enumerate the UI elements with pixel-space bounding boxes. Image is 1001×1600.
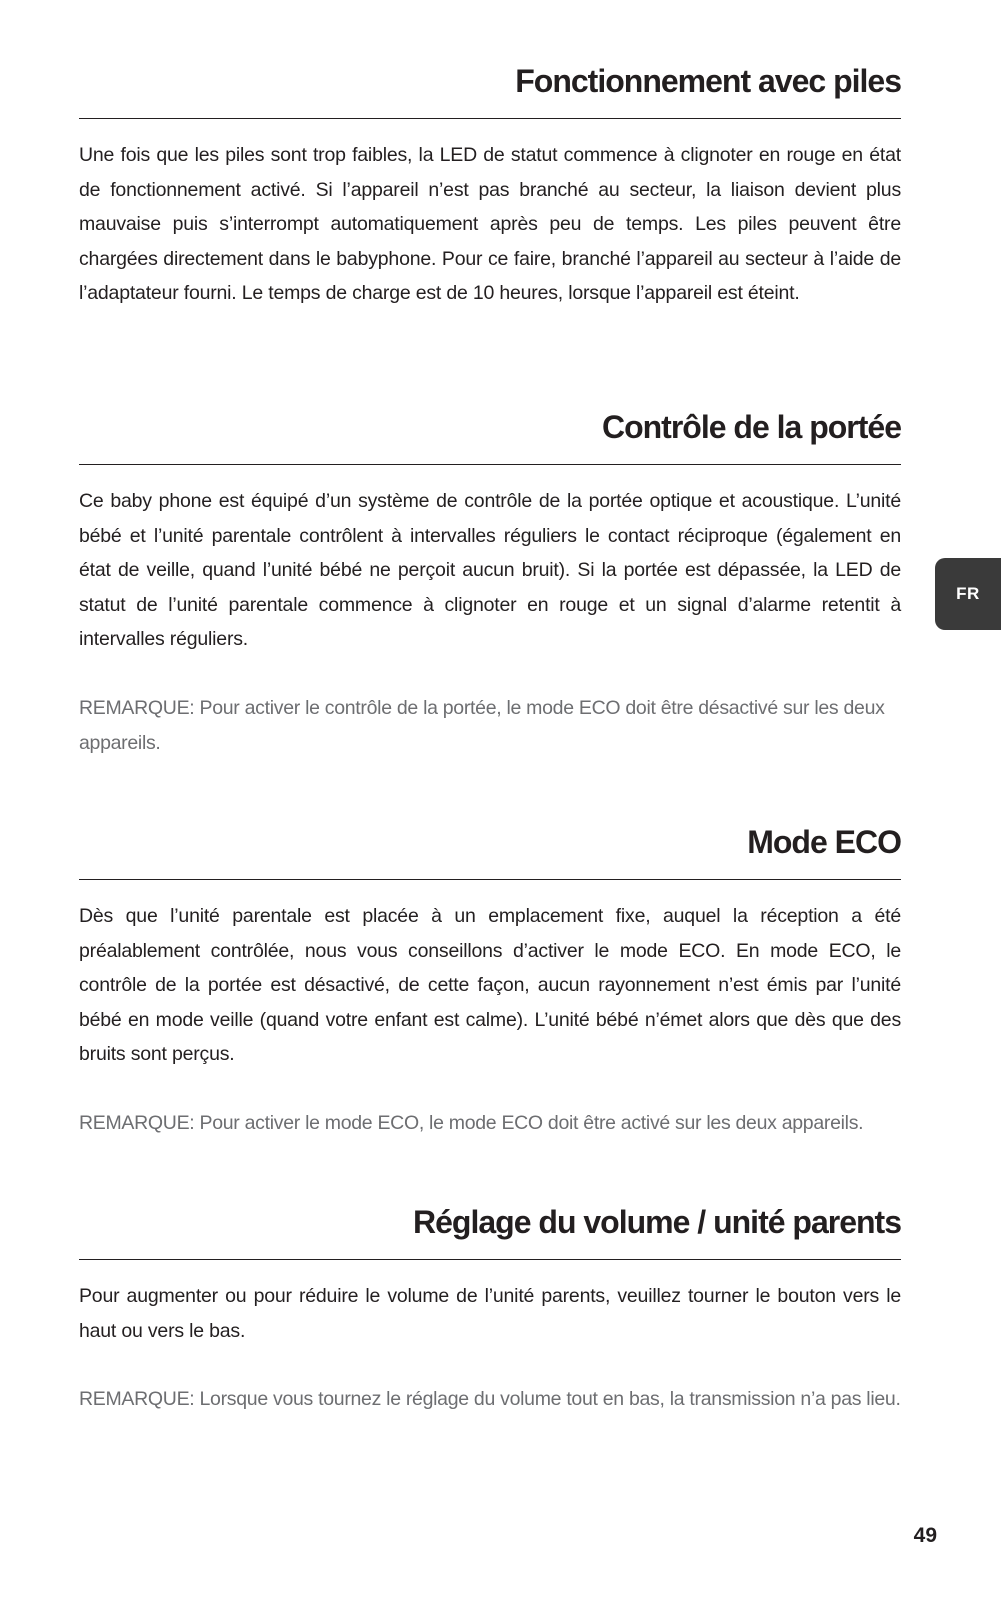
section-title: Fonctionnement avec piles <box>515 63 901 99</box>
page-number: 49 <box>913 1524 937 1547</box>
section-body: Dès que l’unité parentale est placée à un emplacement fixe, auquel la réception a été préalablement contrôlée, nous vous conseillons d’activer le mode ECO. En mode ECO, le contrôle de la portée est désactivé, de cette façon, aucun rayonnement n’est émis par l’unité bébé en mode veille (quand votre enfant est calme). L’unité bébé n’émet alors que dès que des bruits sont perçus. <box>79 905 901 1066</box>
section-divider <box>79 879 901 880</box>
section-body: Pour augmenter ou pour réduire le volume de l’unité parents, veuillez tourner le bouton vers le haut ou vers le bas. <box>79 1285 901 1342</box>
section-title: Réglage du volume / unité parents <box>413 1204 901 1240</box>
language-tab-label: FR <box>956 584 980 603</box>
section-battery-operation <box>79 62 901 311</box>
section-title: Mode ECO <box>747 824 901 860</box>
section-eco-mode <box>79 823 901 1141</box>
section-volume-adjustment <box>79 1203 901 1417</box>
language-tab <box>935 558 1001 630</box>
section-note: REMARQUE: Pour activer le mode ECO, le mode ECO doit être activé sur les deux appareils. <box>79 1111 864 1134</box>
section-range-control <box>79 408 901 761</box>
section-title: Contrôle de la portée <box>601 409 901 445</box>
section-divider <box>79 464 901 465</box>
section-body: Ce baby phone est équipé d’un système de contrôle de la portée optique et acoustique. L’unité bébé et l’unité parentale contrôlent à intervalles réguliers le contact réciproque (également en état de veille, quand l’unité bébé ne perçoit aucun bruit). Si la portée est dépassée, la LED de statut de l’unité parentale commence à clignoter en rouge et un signal d’alarme retentit à intervalles réguliers. <box>79 490 901 651</box>
section-divider <box>79 1259 901 1260</box>
section-body: Une fois que les piles sont trop faibles, la LED de statut commence à clignoter en rouge en état de fonctionnement activé. Si l’appareil n’est pas branché au secteur, la liaison devient plus mauvaise puis s’interrompt automatiquement après peu de temps. Les piles peuvent être chargées directement dans le babyphone. Pour ce faire, branché l’appareil au secteur à l’aide de l’adaptateur fourni. Le temps de charge est de 10 heures, lorsque l’appareil est éteint. <box>79 144 901 305</box>
section-note: REMARQUE: Pour activer le contrôle de la portée, le mode ECO doit être désactivé sur les deux appareils. <box>79 696 885 754</box>
section-divider <box>79 118 901 119</box>
section-note: REMARQUE: Lorsque vous tournez le réglage du volume tout en bas, la transmission n’a pas lieu. <box>79 1388 901 1411</box>
